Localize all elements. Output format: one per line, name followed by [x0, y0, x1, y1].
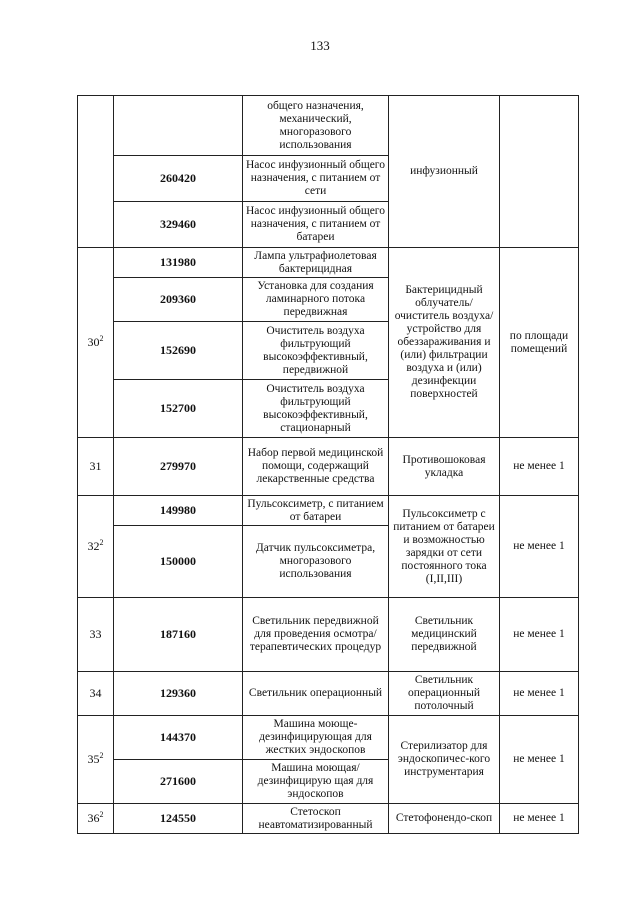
registry-code: 150000	[114, 526, 243, 598]
equipment-name: Светильник операционный	[243, 672, 389, 716]
page-number: 133	[310, 38, 330, 53]
table-row	[78, 248, 579, 278]
table-row	[78, 96, 579, 156]
registry-code: 129360	[114, 672, 243, 716]
registry-code	[114, 96, 243, 156]
quantity: не менее 1	[500, 496, 579, 598]
row-number: $35^2$	[78, 716, 114, 804]
equipment-name: Лампа ультрафиолетовая бактерицидная	[243, 248, 389, 278]
equipment-name: Насос инфузионный общего назначения, с питанием от сети	[243, 156, 389, 202]
table-row	[78, 496, 579, 526]
table-row	[78, 598, 579, 672]
row-number: $36^2$	[78, 804, 114, 834]
registry-code: 152690	[114, 322, 243, 380]
quantity: не менее 1	[500, 716, 579, 804]
registry-code: 279970	[114, 438, 243, 496]
row-number: 31	[78, 438, 114, 496]
equipment-name: Пульсоксиметр, с питанием от батареи	[243, 496, 389, 526]
equipment-kind: Стетофонендо-скоп	[389, 804, 500, 834]
row-number: $30^2$	[78, 248, 114, 438]
equipment-kind: Стерилизатор для эндоскопичес-кого инструментария	[389, 716, 500, 804]
registry-code: 152700	[114, 380, 243, 438]
quantity: не менее 1	[500, 672, 579, 716]
row-number: 34	[78, 672, 114, 716]
equipment-name: Очиститель воздуха фильтрующий высокоэффективный, стационарный	[243, 380, 389, 438]
equipment-kind: Светильник медицинский передвижной	[389, 598, 500, 672]
table-row	[78, 716, 579, 760]
equipment-name: Очиститель воздуха фильтрующий высокоэффективный, передвижной	[243, 322, 389, 380]
quantity: не менее 1	[500, 438, 579, 496]
equipment-name: Светильник передвижной для проведения осмотра/терапевтических процедур	[243, 598, 389, 672]
equipment-name: Насос инфузионный общего назначения, с питанием от батареи	[243, 202, 389, 248]
equipment-kind: Бактерицидный облучатель/ очиститель воздуха/ устройство для обеззараживания и (или) фильтрации воздуха и (или) дезинфекции поверхностей	[389, 248, 500, 438]
equipment-name: Машина моющая/дезинфицирую щая для эндоскопов	[243, 760, 389, 804]
registry-code: 144370	[114, 716, 243, 760]
equipment-table	[77, 95, 579, 834]
registry-code: 124550	[114, 804, 243, 834]
row-number: 33	[78, 598, 114, 672]
registry-code: 131980	[114, 248, 243, 278]
quantity: по площади помещений	[500, 248, 579, 438]
table-row	[78, 804, 579, 834]
registry-code: 329460	[114, 202, 243, 248]
registry-code: 260420	[114, 156, 243, 202]
equipment-name: Стетоскоп неавтоматизированный	[243, 804, 389, 834]
equipment-name: Набор первой медицинской помощи, содержащий лекарственные средства	[243, 438, 389, 496]
equipment-name: Установка для создания ламинарного потока передвижная	[243, 278, 389, 322]
row-number: $32^2$	[78, 496, 114, 598]
registry-code: 149980	[114, 496, 243, 526]
quantity: не менее 1	[500, 804, 579, 834]
equipment-name: Машина моюще-дезинфицирующая для жестких эндоскопов	[243, 716, 389, 760]
equipment-kind: инфузионный	[389, 96, 500, 248]
equipment-kind: Светильник операционный потолочный	[389, 672, 500, 716]
table-row	[78, 672, 579, 716]
registry-code: 187160	[114, 598, 243, 672]
row-number	[78, 96, 114, 248]
equipment-kind: Противошоковая укладка	[389, 438, 500, 496]
equipment-name: Датчик пульсоксиметра, многоразового использования	[243, 526, 389, 598]
equipment-name: общего назначения, механический, многоразового использования	[243, 96, 389, 156]
quantity: не менее 1	[500, 598, 579, 672]
registry-code: 209360	[114, 278, 243, 322]
quantity	[500, 96, 579, 248]
registry-code: 271600	[114, 760, 243, 804]
table-row	[78, 438, 579, 496]
equipment-kind: Пульсоксиметр с питанием от батареи и возможностью зарядки от сети постоянного тока (I,II,III)	[389, 496, 500, 598]
